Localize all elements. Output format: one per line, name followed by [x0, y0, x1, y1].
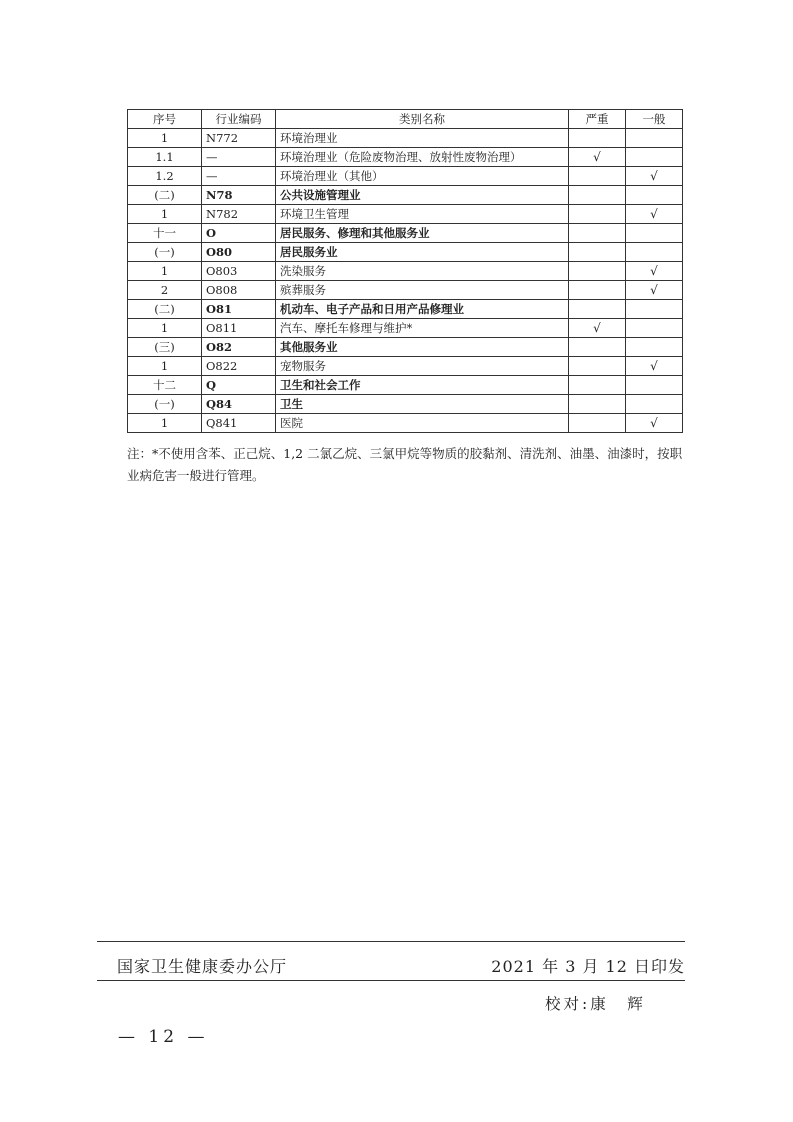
row-seq-cell: 1 [128, 357, 202, 376]
header-seq: 序号 [128, 110, 202, 129]
row-general-mark [626, 300, 683, 319]
table-row [128, 395, 683, 414]
footer-rule-bottom [97, 980, 685, 981]
header-name: 类别名称 [276, 110, 569, 129]
table-row [128, 376, 683, 395]
row-severe-mark [569, 281, 626, 300]
row-code-cell: O822 [202, 357, 276, 376]
row-name-cell: 卫生 [276, 395, 569, 414]
row-code-cell: O803 [202, 262, 276, 281]
page-number: — 12 — [118, 1027, 209, 1047]
row-code-cell: O81 [202, 300, 276, 319]
row-seq-cell: (一) [128, 243, 202, 262]
table-row [128, 205, 683, 224]
header-severe: 严重 [569, 110, 626, 129]
row-severe-mark [569, 129, 626, 148]
row-severe-mark [569, 224, 626, 243]
row-general-mark: √ [626, 281, 683, 300]
table-note: 注：*不使用含苯、正己烷、1,2 二氯乙烷、三氯甲烷等物质的胶黏剂、清洗剂、油墨、油漆时，按职业病危害一般进行管理。 [127, 446, 683, 483]
row-severe-mark [569, 376, 626, 395]
row-severe-mark [569, 395, 626, 414]
row-name-cell: 环境治理业 [276, 129, 569, 148]
row-severe-mark [569, 243, 626, 262]
table-row [128, 224, 683, 243]
table-header-row [128, 110, 683, 129]
row-general-mark: √ [626, 414, 683, 433]
proofreader: 校对:康 辉 [545, 995, 646, 1013]
row-general-mark [626, 224, 683, 243]
row-code-cell: Q [202, 376, 276, 395]
row-severe-mark [569, 357, 626, 376]
row-general-mark: √ [626, 262, 683, 281]
row-severe-mark [569, 262, 626, 281]
row-seq-cell: 1 [128, 319, 202, 338]
row-general-mark [626, 395, 683, 414]
header-code: 行业编码 [202, 110, 276, 129]
row-name-cell: 环境治理业（危险废物治理、放射性废物治理） [276, 148, 569, 167]
table-body [128, 129, 683, 433]
table-row [128, 300, 683, 319]
row-seq-cell: 十一 [128, 224, 202, 243]
table-row [128, 281, 683, 300]
row-seq-cell: 2 [128, 281, 202, 300]
row-seq-cell: 十二 [128, 376, 202, 395]
row-severe-mark [569, 186, 626, 205]
row-name-cell: 洗染服务 [276, 262, 569, 281]
row-severe-mark: √ [569, 319, 626, 338]
table-row [128, 186, 683, 205]
row-severe-mark [569, 300, 626, 319]
row-seq-cell: 1 [128, 129, 202, 148]
issue-date: 2021 年 3 月 12 日印发 [491, 957, 685, 976]
row-general-mark [626, 129, 683, 148]
row-name-cell: 医院 [276, 414, 569, 433]
table-row [128, 338, 683, 357]
row-seq-cell: (三) [128, 338, 202, 357]
row-general-mark: √ [626, 167, 683, 186]
row-name-cell: 环境治理业（其他） [276, 167, 569, 186]
footer-rule-top [97, 941, 685, 942]
row-general-mark: √ [626, 205, 683, 224]
row-code-cell: O811 [202, 319, 276, 338]
row-code-cell: — [202, 167, 276, 186]
row-code-cell: O80 [202, 243, 276, 262]
row-code-cell: Q84 [202, 395, 276, 414]
row-severe-mark [569, 414, 626, 433]
row-name-cell: 环境卫生管理 [276, 205, 569, 224]
row-code-cell: Q841 [202, 414, 276, 433]
header-general: 一般 [626, 110, 683, 129]
row-seq-cell: (二) [128, 186, 202, 205]
table-row [128, 148, 683, 167]
row-name-cell: 卫生和社会工作 [276, 376, 569, 395]
row-seq-cell: 1 [128, 262, 202, 281]
row-severe-mark: √ [569, 148, 626, 167]
table-row [128, 129, 683, 148]
industry-category-table [127, 109, 683, 433]
row-seq-cell: 1.1 [128, 148, 202, 167]
row-code-cell: O808 [202, 281, 276, 300]
row-name-cell: 宠物服务 [276, 357, 569, 376]
table-row [128, 167, 683, 186]
row-general-mark [626, 376, 683, 395]
row-seq-cell: 1.2 [128, 167, 202, 186]
row-code-cell: N772 [202, 129, 276, 148]
table-row [128, 319, 683, 338]
row-seq-cell: 1 [128, 414, 202, 433]
row-seq-cell: 1 [128, 205, 202, 224]
row-general-mark [626, 338, 683, 357]
row-general-mark [626, 148, 683, 167]
row-severe-mark [569, 338, 626, 357]
row-general-mark: √ [626, 357, 683, 376]
row-seq-cell: (二) [128, 300, 202, 319]
row-code-cell: O82 [202, 338, 276, 357]
row-code-cell: N78 [202, 186, 276, 205]
row-severe-mark [569, 205, 626, 224]
row-name-cell: 机动车、电子产品和日用产品修理业 [276, 300, 569, 319]
row-code-cell: O [202, 224, 276, 243]
table-row [128, 262, 683, 281]
row-name-cell: 居民服务、修理和其他服务业 [276, 224, 569, 243]
row-general-mark [626, 186, 683, 205]
row-name-cell: 殡葬服务 [276, 281, 569, 300]
table-row [128, 243, 683, 262]
row-general-mark [626, 243, 683, 262]
row-code-cell: N782 [202, 205, 276, 224]
table-row [128, 414, 683, 433]
table-row [128, 357, 683, 376]
row-name-cell: 居民服务业 [276, 243, 569, 262]
row-severe-mark [569, 167, 626, 186]
row-general-mark [626, 319, 683, 338]
row-name-cell: 其他服务业 [276, 338, 569, 357]
row-seq-cell: (一) [128, 395, 202, 414]
issuing-office: 国家卫生健康委办公厅 [117, 957, 288, 976]
row-name-cell: 公共设施管理业 [276, 186, 569, 205]
row-code-cell: — [202, 148, 276, 167]
row-name-cell: 汽车、摩托车修理与维护* [276, 319, 569, 338]
